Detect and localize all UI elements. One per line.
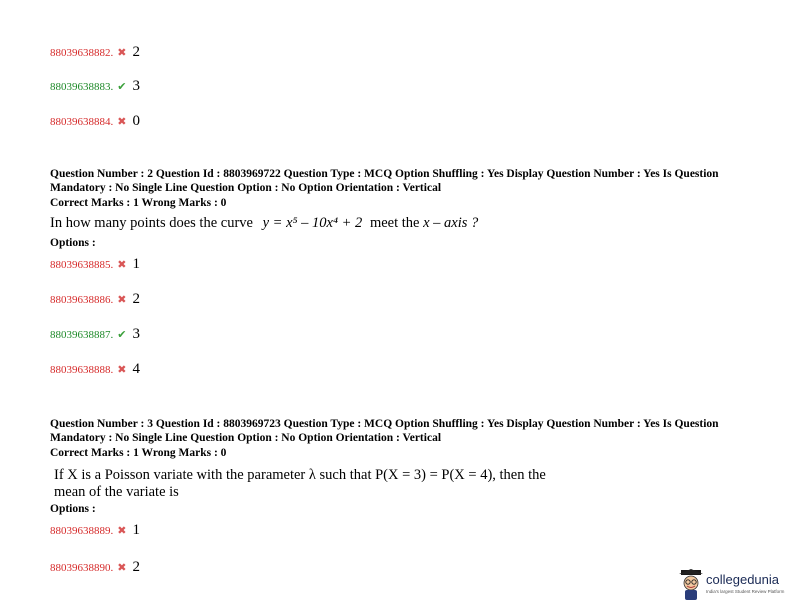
option-value: 0 [132,113,140,129]
option-value: 4 [132,361,140,377]
option-row [50,256,140,273]
brand-name: collegedunia [706,572,780,587]
option-row [50,113,140,130]
option-row [50,291,140,308]
cross-icon: ✖ [117,562,127,574]
question-marks: Correct Marks : 1 Wrong Marks : 0 [50,447,227,459]
option-value: 2 [132,291,140,307]
check-icon: ✔ [117,81,127,93]
option-id: 88039638887. [50,329,114,341]
cross-icon: ✖ [117,116,127,128]
option-value: 1 [132,256,140,272]
option-id: 88039638884. [50,116,114,128]
cross-icon: ✖ [117,525,127,537]
cross-icon: ✖ [117,364,127,376]
option-row [50,326,140,343]
option-row [50,78,140,95]
check-icon: ✔ [117,329,127,341]
equation: y = x⁵ – 10x⁴ + 2 [262,215,363,231]
options-label: Options : [50,503,96,515]
option-value: 3 [132,78,140,94]
option-id: 88039638888. [50,364,114,376]
option-value: 2 [132,559,140,575]
brand-tagline: India's largest Student Review Platform [706,589,785,594]
question-text [50,215,478,232]
option-id: 88039638885. [50,259,114,271]
question-text-part: meet the [369,215,420,231]
option-id: 88039638889. [50,525,114,537]
option-value: 3 [132,326,140,342]
axis-text: x – axis ? [423,215,479,231]
cross-icon: ✖ [117,294,127,306]
question-text-line: mean of the variate is [54,484,179,500]
question-text-part: In how many points does the curve [50,215,253,231]
question-marks: Correct Marks : 1 Wrong Marks : 0 [50,197,227,209]
question-text [54,467,546,501]
option-row [50,361,140,378]
cross-icon: ✖ [117,47,127,59]
option-id: 88039638883. [50,81,114,93]
collegedunia-logo [678,568,788,604]
option-value: 1 [132,522,140,538]
option-row [50,522,140,539]
option-row [50,559,140,576]
option-row [50,44,140,61]
cross-icon: ✖ [117,259,127,271]
options-label: Options : [50,237,96,249]
option-id: 88039638886. [50,294,114,306]
question-meta: Question Number : 2 Question Id : 8803969722 Question Type : MCQ Option Shuffling : Yes Display Question Number : Yes Is Question Mandatory : No Single Line Question Option : No Option Orientation : Vertical [50,168,719,194]
question-meta: Question Number : 3 Question Id : 8803969723 Question Type : MCQ Option Shuffling : Yes Display Question Number : Yes Is Question Mandatory : No Single Line Question Option : No Option Orientation : Vertical [50,418,719,444]
option-id: 88039638890. [50,562,114,574]
option-value: 2 [132,44,140,60]
question-text-line: If X is a Poisson variate with the parameter λ such that P(X = 3) = P(X = 4), then the [54,467,546,483]
option-id: 88039638882. [50,47,114,59]
mascot-icon [678,568,704,602]
